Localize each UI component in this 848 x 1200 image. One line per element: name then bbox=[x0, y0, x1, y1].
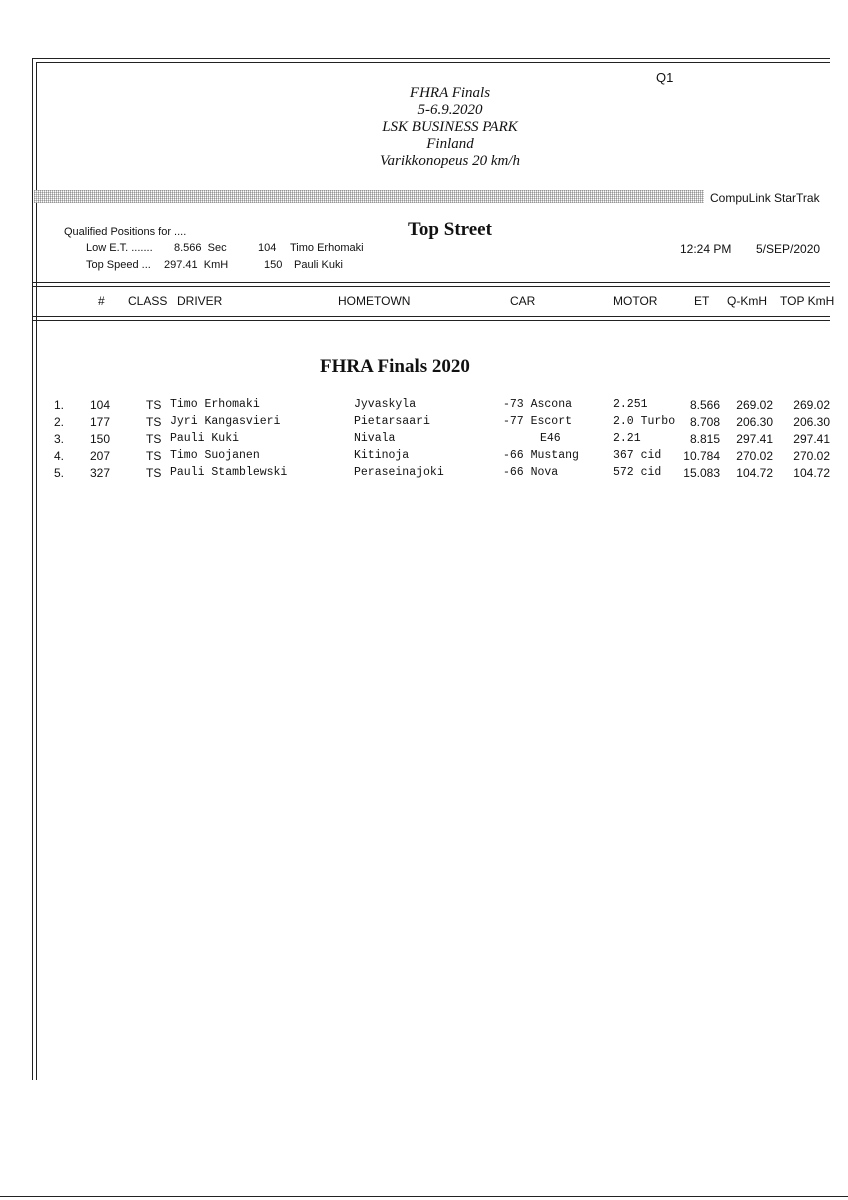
cell-motor: 2.251 bbox=[613, 398, 648, 411]
cell-qkmh: 104.72 bbox=[736, 466, 773, 480]
cell-motor: 367 cid bbox=[613, 449, 662, 462]
cell-hometown: Pietarsaari bbox=[354, 415, 430, 428]
cell-hometown: Peraseinajoki bbox=[354, 466, 444, 479]
cell-topkmh: 297.41 bbox=[793, 432, 830, 446]
low-et-number: 104 bbox=[258, 242, 277, 254]
cell-qkmh: 206.30 bbox=[736, 415, 773, 429]
cell-car: -77 Escort bbox=[503, 415, 573, 428]
cell-driver: Pauli Stamblewski bbox=[170, 466, 288, 479]
cell-num: 177 bbox=[90, 415, 111, 429]
cell-class: TS bbox=[146, 449, 162, 463]
col-motor: MOTOR bbox=[613, 294, 658, 308]
col-et: ET bbox=[694, 294, 710, 308]
cell-hometown: Nivala bbox=[354, 432, 396, 445]
cell-num: 327 bbox=[90, 466, 111, 480]
cell-qkmh: 269.02 bbox=[736, 398, 773, 412]
cell-pos: 5. bbox=[54, 466, 65, 480]
event-title: FHRA Finals bbox=[409, 85, 491, 101]
cell-driver: Timo Suojanen bbox=[170, 449, 260, 462]
left-border-inner bbox=[36, 62, 37, 1080]
cell-pos: 4. bbox=[54, 449, 65, 463]
class-title: Top Street bbox=[408, 219, 492, 240]
left-border-outer bbox=[32, 58, 33, 1080]
cell-topkmh: 206.30 bbox=[793, 415, 830, 429]
section-title: FHRA Finals 2020 bbox=[320, 356, 470, 377]
table-row bbox=[0, 432, 848, 449]
cell-class: TS bbox=[146, 415, 162, 429]
report-time: 12:24 PM bbox=[680, 242, 732, 256]
table-row bbox=[0, 449, 848, 466]
cell-car: E46 bbox=[540, 432, 561, 445]
cell-num: 207 bbox=[90, 449, 111, 463]
low-et-driver: Timo Erhomaki bbox=[290, 242, 364, 254]
cell-class: TS bbox=[146, 398, 162, 412]
event-dates: 5-6.9.2020 bbox=[417, 102, 483, 118]
cell-hometown: Jyvaskyla bbox=[354, 398, 417, 411]
table-row bbox=[0, 466, 848, 483]
software-label: CompuLink StarTrak bbox=[710, 191, 820, 205]
cell-et: 10.784 bbox=[683, 449, 720, 463]
low-et-value: 8.566 Sec bbox=[174, 242, 227, 254]
cell-motor: 572 cid bbox=[613, 466, 662, 479]
low-et-label: Low E.T. ....... bbox=[86, 242, 153, 254]
cell-class: TS bbox=[146, 432, 162, 446]
cell-et: 15.083 bbox=[683, 466, 720, 480]
cell-pos: 1. bbox=[54, 398, 65, 412]
cell-topkmh: 270.02 bbox=[793, 449, 830, 463]
report-date: 5/SEP/2020 bbox=[756, 242, 821, 256]
columns-divider bbox=[32, 316, 830, 317]
table-row bbox=[0, 398, 848, 415]
round-label: Q1 bbox=[656, 70, 674, 85]
col-class: CLASS bbox=[128, 294, 168, 308]
col-hometown: HOMETOWN bbox=[338, 294, 411, 308]
event-country: Finland bbox=[426, 136, 474, 152]
cell-pos: 2. bbox=[54, 415, 65, 429]
cell-driver: Pauli Kuki bbox=[170, 432, 240, 445]
cell-motor: 2.21 bbox=[613, 432, 641, 445]
table-row bbox=[0, 415, 848, 432]
cell-et: 8.708 bbox=[689, 415, 720, 429]
cell-num: 150 bbox=[90, 432, 111, 446]
col-num: # bbox=[98, 294, 105, 308]
bottom-line bbox=[0, 1196, 848, 1197]
cell-driver: Jyri Kangasvieri bbox=[170, 415, 281, 428]
columns-divider-2 bbox=[32, 320, 830, 321]
cell-car: -66 Nova bbox=[503, 466, 559, 479]
cell-pos: 3. bbox=[54, 432, 65, 446]
cell-qkmh: 270.02 bbox=[736, 449, 773, 463]
top-speed-number: 150 bbox=[264, 259, 283, 271]
top-speed-value: 297.41 KmH bbox=[164, 259, 229, 271]
header-divider-top-2 bbox=[32, 286, 830, 287]
top-border-inner bbox=[36, 62, 830, 63]
cell-num: 104 bbox=[90, 398, 111, 412]
dither-band bbox=[34, 190, 704, 203]
event-note: Varikkonopeus 20 km/h bbox=[380, 153, 520, 169]
cell-et: 8.566 bbox=[689, 398, 720, 412]
col-driver: DRIVER bbox=[177, 294, 223, 308]
top-speed-label: Top Speed ... bbox=[86, 259, 151, 271]
cell-hometown: Kitinoja bbox=[354, 449, 410, 462]
cell-car: -73 Ascona bbox=[503, 398, 573, 411]
cell-et: 8.815 bbox=[689, 432, 720, 446]
event-venue: LSK BUSINESS PARK bbox=[382, 119, 518, 135]
cell-qkmh: 297.41 bbox=[736, 432, 773, 446]
col-qkmh: Q-KmH bbox=[727, 294, 767, 308]
top-border-outer bbox=[32, 58, 830, 59]
header-divider-top bbox=[32, 282, 830, 283]
col-car: CAR bbox=[510, 294, 536, 308]
cell-topkmh: 269.02 bbox=[793, 398, 830, 412]
col-topkmh: TOP KmH bbox=[780, 294, 835, 308]
top-speed-driver: Pauli Kuki bbox=[294, 259, 343, 271]
cell-topkmh: 104.72 bbox=[793, 466, 830, 480]
cell-driver: Timo Erhomaki bbox=[170, 398, 260, 411]
cell-class: TS bbox=[146, 466, 162, 480]
qualified-label: Qualified Positions for .... bbox=[64, 226, 187, 238]
cell-car: -66 Mustang bbox=[503, 449, 579, 462]
cell-motor: 2.0 Turbo bbox=[613, 415, 676, 428]
